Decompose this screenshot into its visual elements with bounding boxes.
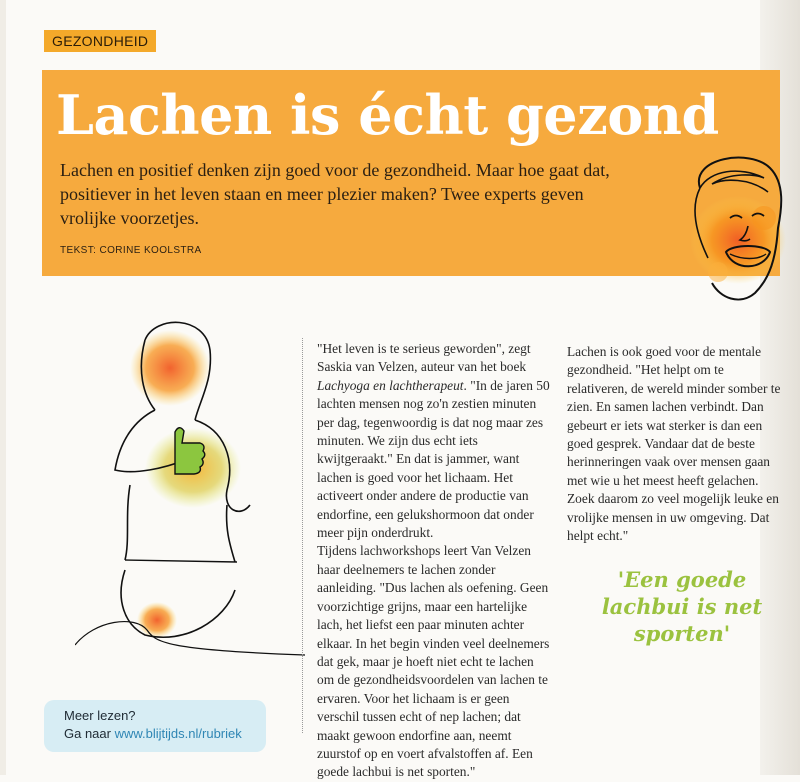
- book-title: Lachyoga en lachtherapeut: [317, 377, 464, 393]
- section-tag: GEZONDHEID: [44, 30, 156, 52]
- read-more-link[interactable]: www.blijtijds.nl/rubriek: [114, 726, 242, 741]
- article-column-2: [567, 343, 785, 545]
- read-more-line: Ga naar www.blijtijds.nl/rubriek: [64, 726, 242, 741]
- column-2-paragraph-1: Lachen is ook goed voor de mentale gezondheid. "Het helpt om te relativeren, de wereld minder somber te zien. En samen lachen verbindt. Dan gebeurt er iets wat sterker is dan een goed gesprek. Vandaar dat de beste herinneringen vaak over mensen gaan met wie u het meest heeft gelachen. Zoek daarom zo veel mogelijk leuke en vrolijke mensen in uw omgeving. Dat helpt echt.": [567, 344, 781, 544]
- pull-quote: 'Een goede lachbui is net sporten': [601, 567, 763, 646]
- woman-thumbs-up-icon: [75, 300, 305, 660]
- column-divider: [302, 338, 304, 733]
- column-1-paragraph-2: Tijdens lachworkshops leert Van Velzen haar deelnemers te lachen zonder aanleiding. "Dus lachen als oefening. Geen voorzichtige grijns, maar een hartelijke lach, het liefst een paar minuten achter elkaar. In het begin vinden veel deelnemers dat gek, maar je hoeft niet echt te lachen om de gezondheidsvoordelen van lachen te ervaren. Voor het lichaam is er geen verschil tussen echt of nep lachen; dat maakt gewoon endorfine aan, neemt zuurstof op en voert afvalstoffen af. Een goede lachbui is net sporten.": [317, 543, 550, 780]
- article-byline: TEKST: CORINE KOOLSTRA: [60, 245, 202, 256]
- page-gutter: [0, 0, 6, 775]
- column-1-paragraph-1: "Het leven is te serieus geworden", zegt Saskia van Velzen, auteur van het boek Lachyoga en lachtherapeut. "In de jaren 50 lachten mensen nog zo'n zestien minuten per dag, tegenwoordig is dat nog maar zes minuten. We zijn dus echt iets kwijtgeraakt." En dat is jammer, want lachen is goed voor het lichaam. Het activeert onder andere de productie van endorfine, een gelukshormoon dat onder meer pijn onderdrukt.: [317, 341, 550, 541]
- read-more-label: Meer lezen?: [64, 708, 136, 723]
- read-more-box: [44, 700, 266, 752]
- article-column-1: [317, 340, 553, 782]
- article-headline: Lachen is écht gezond: [56, 83, 719, 147]
- article-intro: Lachen en positief denken zijn goed voor de gezondheid. Maar hoe gaat dat, positiever in het leven staan en meer plezier maken? Twee experts geven vrolijke voorzetjes.: [60, 160, 610, 228]
- laughing-face-icon: [660, 148, 790, 318]
